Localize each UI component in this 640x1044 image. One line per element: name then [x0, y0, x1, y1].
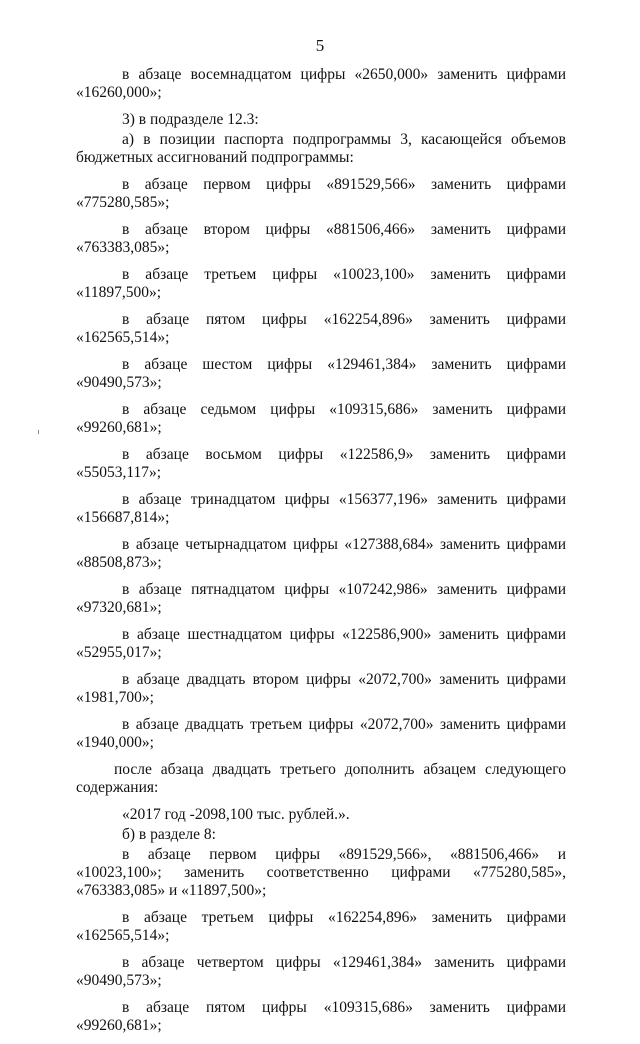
scan-speck	[38, 430, 39, 434]
document-body	[76, 66, 566, 1044]
amendment-paragraph: в абзаце первом цифры «891529,566», «881506,466» и «10023,100»; заменить соответственно цифрами «775280,585», «763383,085» и «11897,500»;	[76, 846, 566, 899]
amendment-paragraph: в абзаце шестом цифры «129461,384» заменить цифрами «90490,573»;	[76, 356, 566, 391]
subsection-heading: б) в разделе 8:	[122, 826, 216, 843]
amendment-paragraph: в абзаце втором цифры «881506,466» заменить цифрами «763383,085»;	[76, 221, 566, 256]
amendment-paragraph: в абзаце восемнадцатом цифры «2650,000» заменить цифрами «16260,000»;	[76, 66, 566, 101]
amendment-paragraph: в абзаце тринадцатом цифры «156377,196» заменить цифрами «156687,814»;	[76, 491, 566, 526]
amendment-paragraph: в абзаце пятом цифры «109315,686» заменить цифрами «99260,681»;	[76, 999, 566, 1034]
amendment-paragraph: в абзаце восьмом цифры «122586,9» заменить цифрами «55053,117»;	[76, 446, 566, 481]
amendment-paragraph: в абзаце пятнадцатом цифры «107242,986» заменить цифрами «97320,681»;	[76, 581, 566, 616]
inserted-text: «2017 год -2098,100 тыс. рублей.».	[122, 806, 350, 823]
amendment-paragraph: в абзаце двадцать втором цифры «2072,700» заменить цифрами «1981,700»;	[76, 671, 566, 706]
amendment-paragraph: в абзаце третьем цифры «10023,100» заменить цифрами «11897,500»;	[76, 266, 566, 301]
amendment-paragraph: в абзаце первом цифры «891529,566» заменить цифрами «775280,585»;	[76, 176, 566, 211]
amendment-paragraph: в абзаце двадцать третьем цифры «2072,700» заменить цифрами «1940,000»;	[76, 716, 566, 751]
amendment-paragraph: в абзаце седьмом цифры «109315,686» заменить цифрами «99260,681»;	[76, 401, 566, 436]
subsection-heading: 3) в подразделе 12.3:	[122, 111, 259, 128]
amendment-paragraph: в абзаце третьем цифры «162254,896» заменить цифрами «162565,514»;	[76, 909, 566, 944]
amendment-paragraph: в абзаце четырнадцатом цифры «127388,684» заменить цифрами «88508,873»;	[76, 536, 566, 571]
amendment-paragraph: после абзаца двадцать третьего дополнить абзацем следующего содержания:	[76, 761, 566, 796]
amendment-paragraph: в абзаце шестнадцатом цифры «122586,900» заменить цифрами «52955,017»;	[76, 626, 566, 661]
amendment-paragraph: в абзаце четвертом цифры «129461,384» заменить цифрами «90490,573»;	[76, 954, 566, 989]
amendment-paragraph: а) в позиции паспорта подпрограммы 3, касающейся объемов бюджетных ассигнований подпрограммы:	[76, 131, 566, 166]
page-number: 5	[315, 36, 325, 55]
amendment-paragraph: в абзаце пятом цифры «162254,896» заменить цифрами «162565,514»;	[76, 311, 566, 346]
